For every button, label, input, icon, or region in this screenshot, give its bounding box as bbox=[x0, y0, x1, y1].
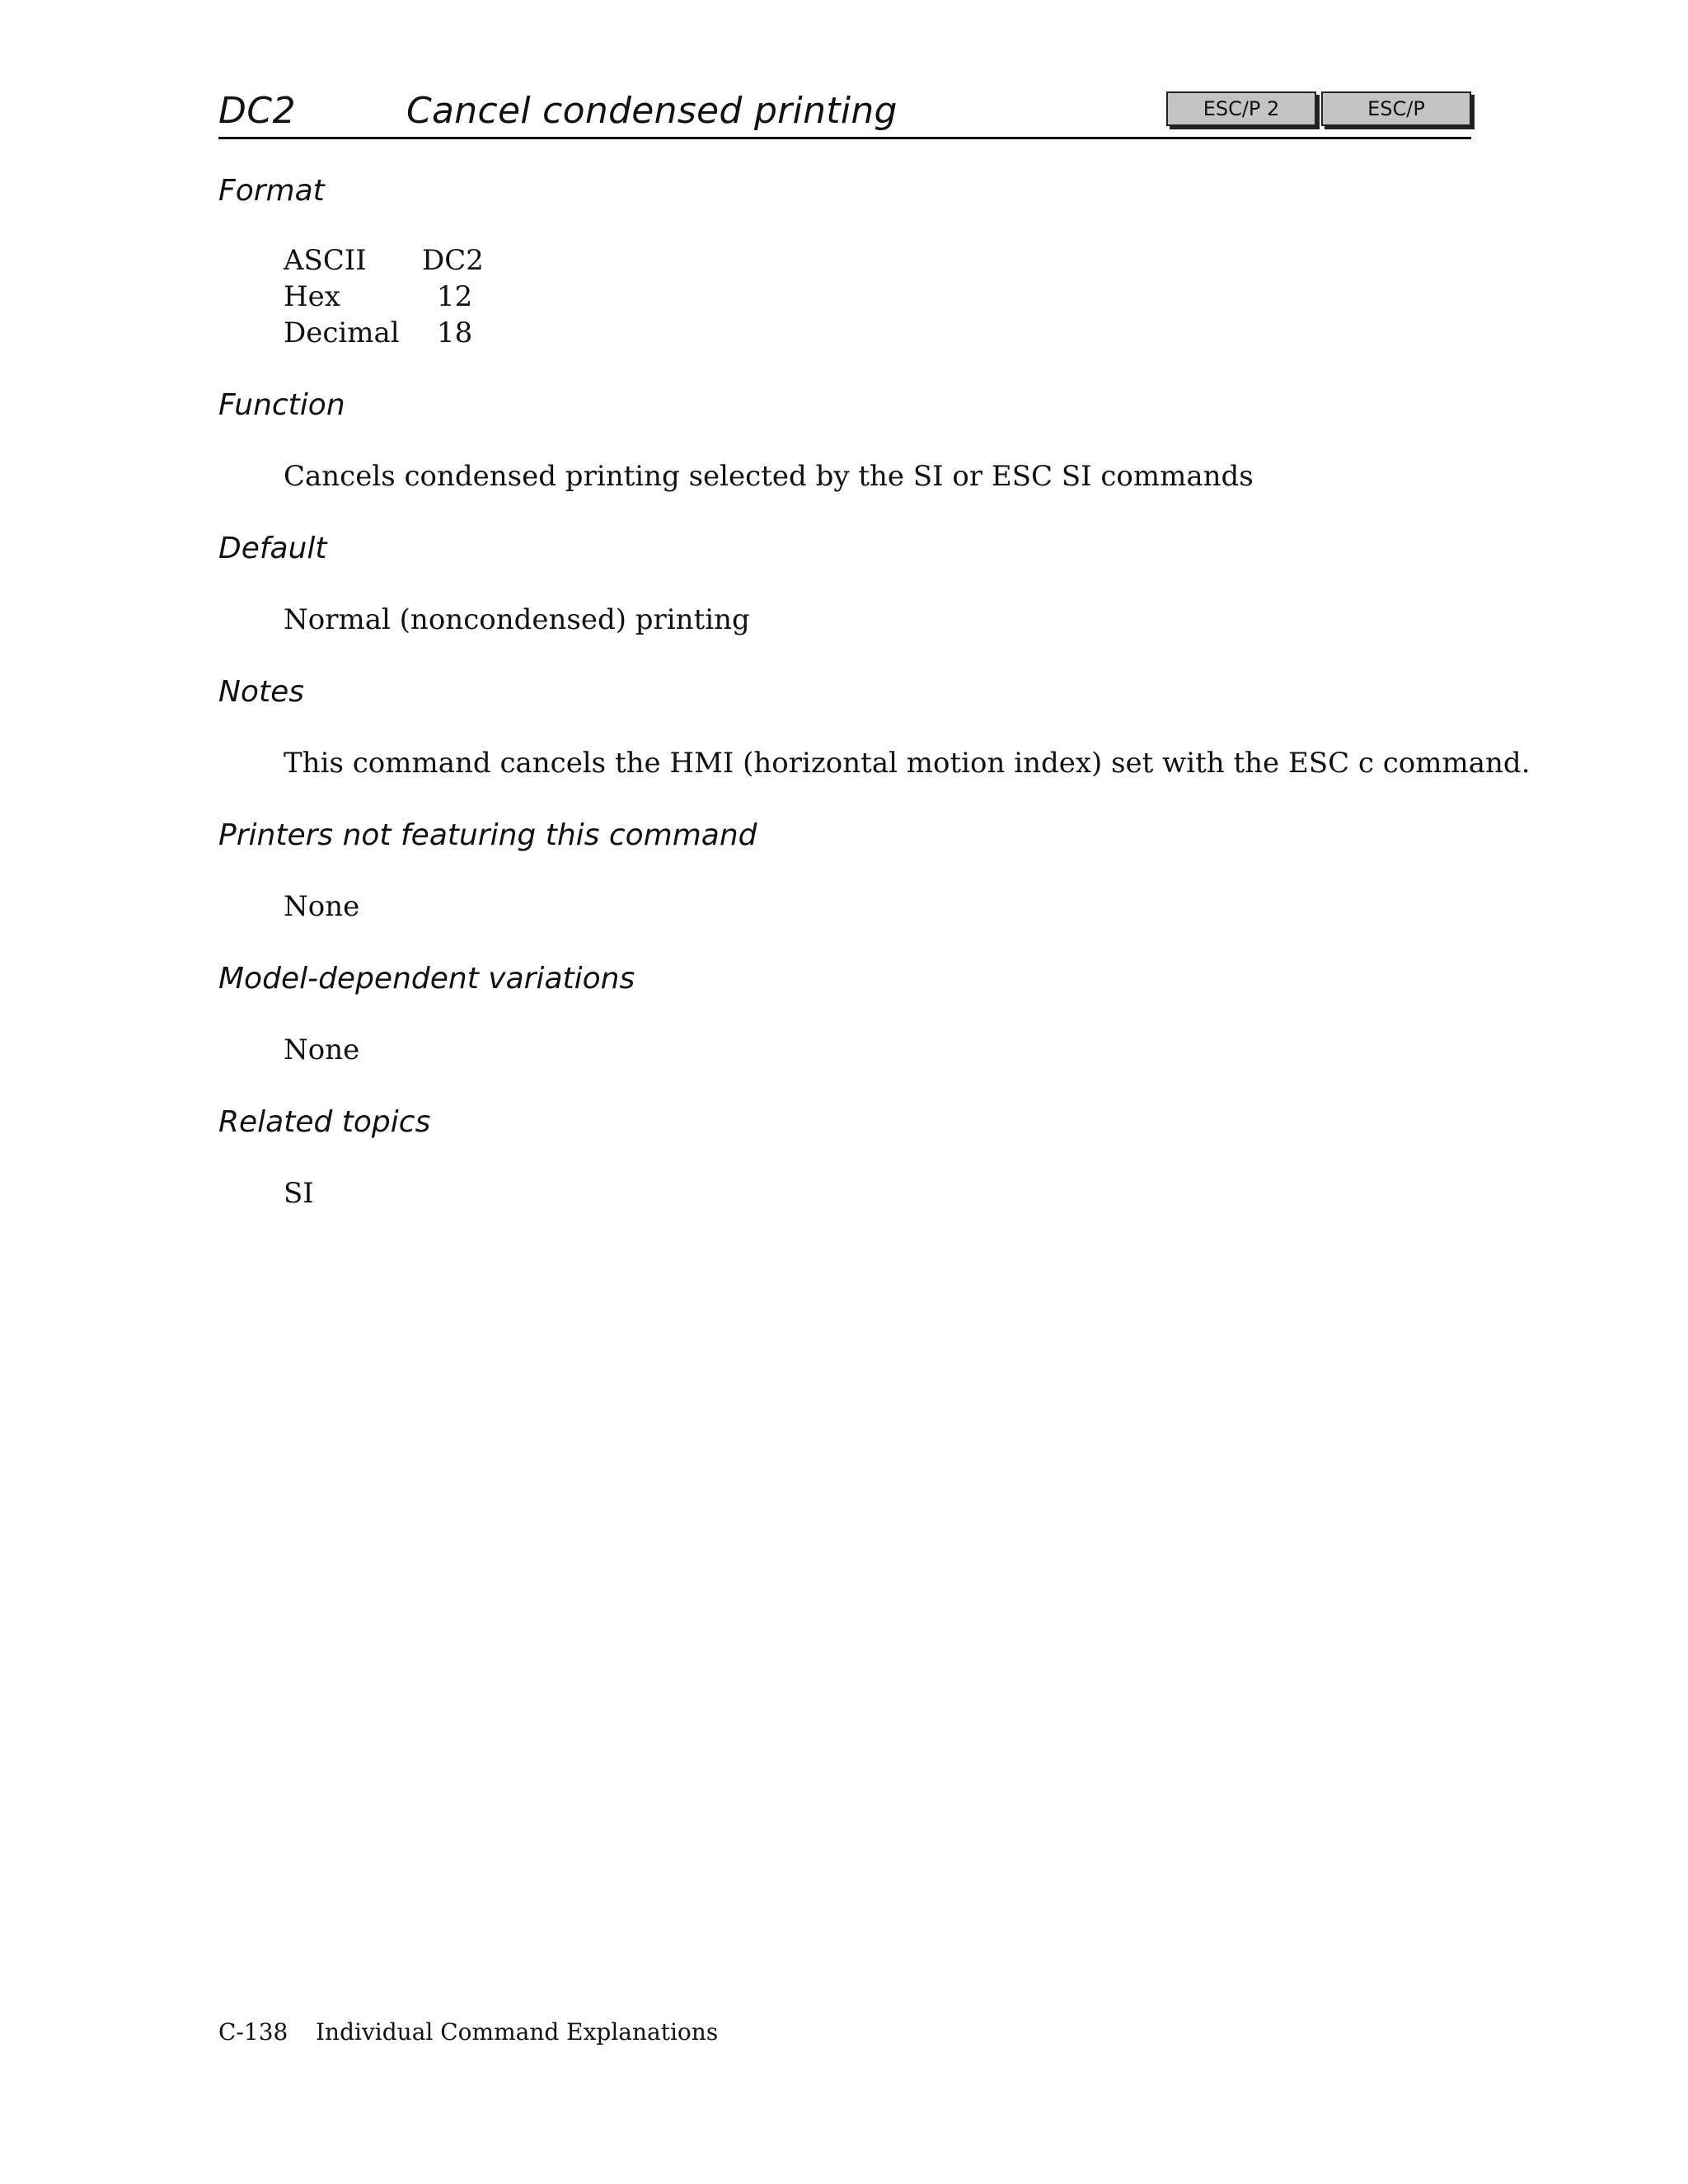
format-table bbox=[284, 242, 511, 351]
format-label: Hex bbox=[284, 280, 340, 313]
function-text: Cancels condensed printing selected by the SI or ESC SI commands bbox=[284, 460, 1254, 493]
footer-section-name: Individual Command Explanations bbox=[316, 2018, 719, 2046]
format-label: ASCII bbox=[284, 244, 367, 277]
format-row-ascii bbox=[284, 242, 511, 279]
notes-text: This command cancels the HMI (horizontal motion index) set with the ESC c command. bbox=[284, 747, 1531, 780]
default-text: Normal (noncondensed) printing bbox=[284, 603, 750, 636]
section-title-model-variations: Model-dependent variations bbox=[218, 962, 635, 996]
command-title: Cancel condensed printing bbox=[406, 90, 898, 132]
format-label: Decimal bbox=[284, 316, 400, 349]
badge-escp: ESC/P bbox=[1321, 91, 1471, 126]
section-title-format: Format bbox=[218, 174, 325, 208]
section-title-printers-not-featuring: Printers not featuring this command bbox=[218, 818, 757, 852]
protocol-badges bbox=[1166, 91, 1471, 126]
page-number: C-138 bbox=[218, 2018, 288, 2046]
section-title-related-topics: Related topics bbox=[218, 1105, 431, 1139]
format-value: 12 bbox=[437, 280, 473, 313]
badge-escp2: ESC/P 2 bbox=[1166, 91, 1316, 126]
command-code: DC2 bbox=[218, 90, 297, 132]
manual-page bbox=[218, 0, 1531, 2184]
format-row-hex bbox=[284, 279, 511, 315]
command-header bbox=[218, 86, 1471, 139]
printers-not-featuring-text: None bbox=[284, 890, 360, 923]
format-value: 18 bbox=[437, 316, 473, 349]
section-title-function: Function bbox=[218, 388, 345, 422]
format-row-decimal bbox=[284, 315, 511, 351]
section-title-default: Default bbox=[218, 532, 327, 565]
related-topic-link[interactable]: SI bbox=[284, 1177, 314, 1210]
format-value: DC2 bbox=[422, 244, 484, 277]
section-title-notes: Notes bbox=[218, 675, 304, 709]
model-variations-text: None bbox=[284, 1033, 360, 1066]
page-footer bbox=[218, 2018, 718, 2047]
